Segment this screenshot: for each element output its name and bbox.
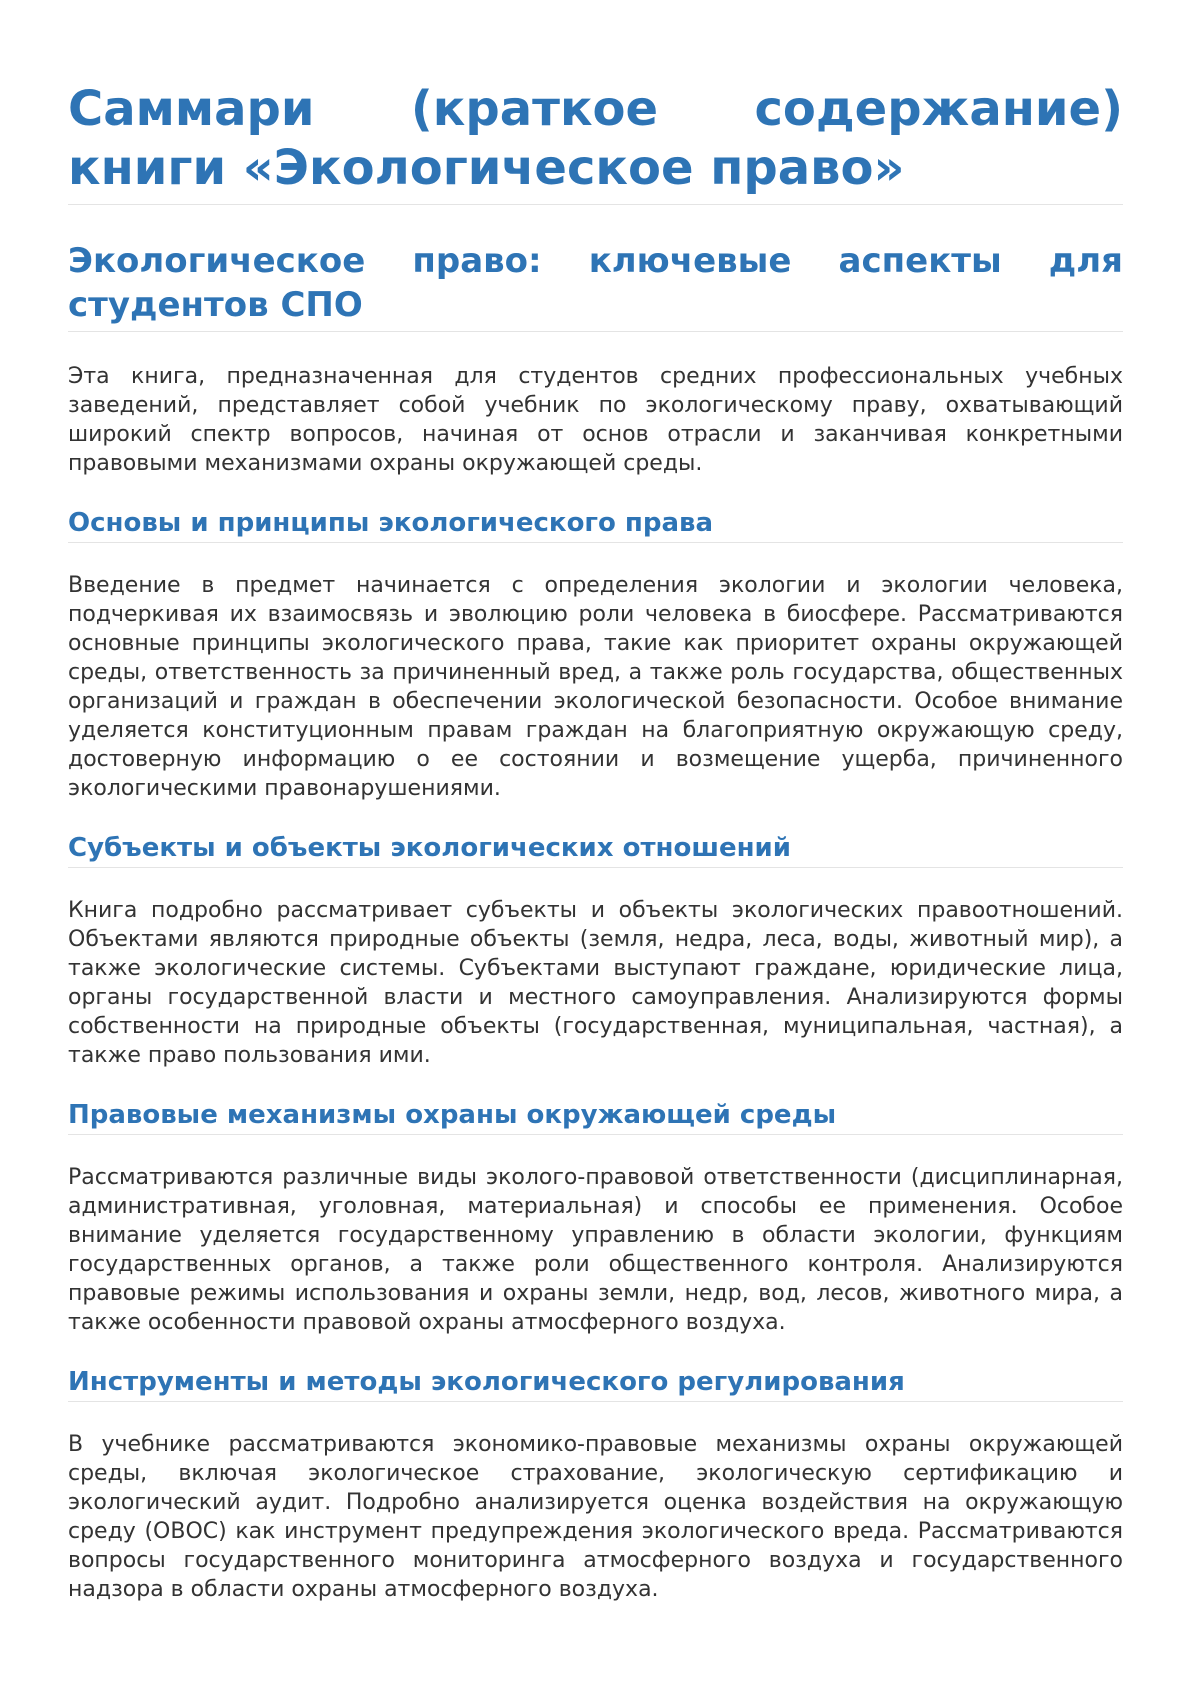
section-legal-mechanisms xyxy=(68,1098,1123,1337)
section-paragraph: В учебнике рассматриваются экономико-правовые механизмы охраны окружающей среды, включая экологическое страхование, экологическую сертификацию и экологический аудит. Подробно анализируется оценка воздействия на окружающую среду (ОВОС) как инструмент предупреждения экологического вреда. Рассматриваются вопросы государственного мониторинга атмосферного воздуха и государственного надзора в области охраны атмосферного воздуха. xyxy=(68,1432,1123,1602)
section-heading: Инструменты и методы экологического регулирования xyxy=(68,1365,1123,1402)
section-foundations xyxy=(68,506,1123,803)
document-subtitle: Экологическое право: ключевые аспекты для студентов СПО xyxy=(68,239,1123,332)
section-paragraph: Книга подробно рассматривает субъекты и объекты экологических правоотношений. Объектами являются природные объекты (земля, недра, леса, воды, животный мир), а также экологические системы. Субъектами выступают граждане, юридические лица, органы государственной власти и местного самоуправления. Анализируются формы собственности на природные объекты (государственная, муниципальная, частная), а также право пользования ими. xyxy=(68,898,1123,1068)
section-heading: Субъекты и объекты экологических отношений xyxy=(68,831,1123,868)
section-heading: Правовые механизмы охраны окружающей среды xyxy=(68,1098,1123,1135)
section-paragraph: Рассматриваются различные виды эколого-правовой ответственности (дисциплинарная, административная, уголовная, материальная) и способы ее применения. Особое внимание уделяется государственному управлению в области экологии, функциям государственных органов, а также роли общественного контроля. Анализируются правовые режимы использования и охраны земли, недр, вод, лесов, животного мира, а также особенности правовой охраны атмосферного воздуха. xyxy=(68,1165,1123,1335)
document-title: Саммари (краткое содержание) книги «Экологическое право» xyxy=(68,80,1123,205)
section-regulation-tools xyxy=(68,1365,1123,1604)
section-heading: Основы и принципы экологического права xyxy=(68,506,1123,543)
section-subjects-objects xyxy=(68,831,1123,1070)
intro-paragraph: Эта книга, предназначенная для студентов средних профессиональных учебных заведений, представляет собой учебник по экологическому праву, охватывающий широкий спектр вопросов, начиная от основ отрасли и заканчивая конкретными правовыми механизмами охраны окружающей среды. xyxy=(68,364,1123,476)
section-paragraph: Введение в предмет начинается с определения экологии и экологии человека, подчеркивая их взаимосвязь и эволюцию роли человека в биосфере. Рассматриваются основные принципы экологического права, такие как приоритет охраны окружающей среды, ответственность за причиненный вред, а также роль государства, общественных организаций и граждан в обеспечении экологической безопасности. Особое внимание уделяется конституционным правам граждан на благоприятную окружающую среду, достоверную информацию о ее состоянии и возмещение ущерба, причиненного экологическими правонарушениями. xyxy=(68,573,1123,801)
